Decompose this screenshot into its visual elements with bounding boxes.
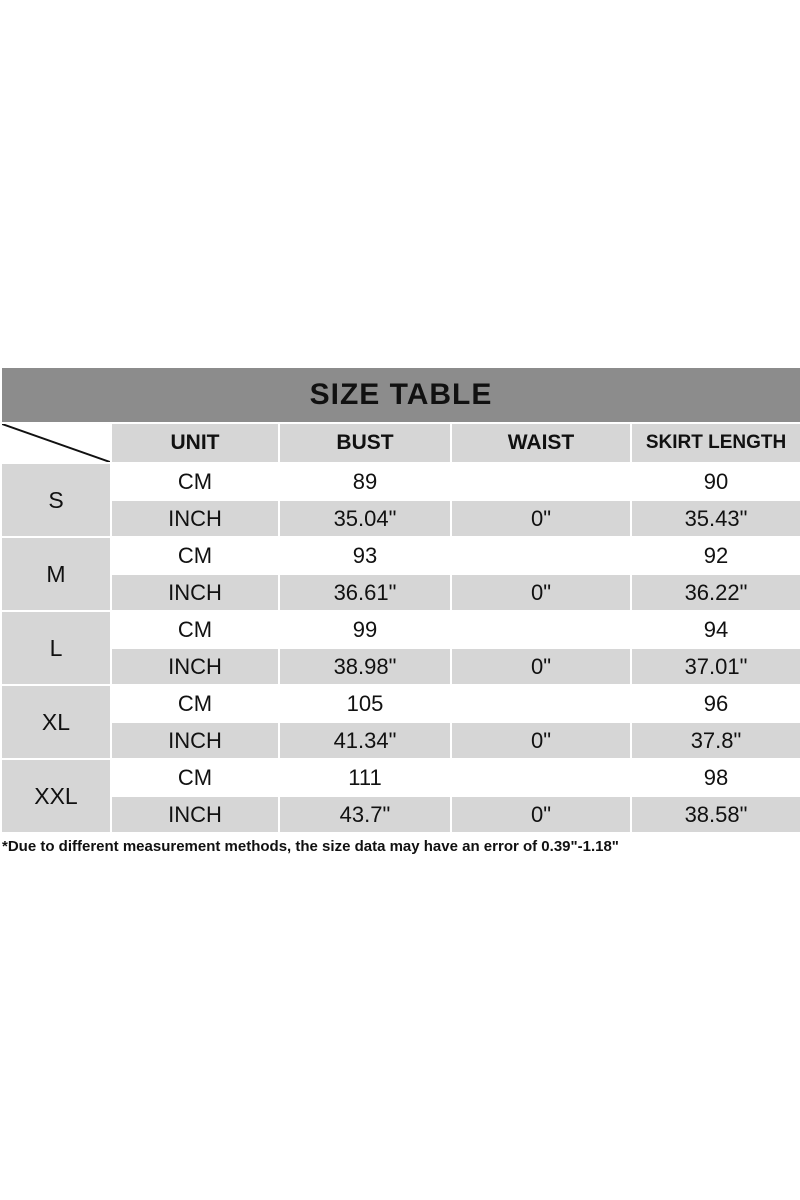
skirt-length-inch: 37.8" — [631, 722, 800, 759]
size-label-xl: XL — [1, 685, 111, 759]
table-row — [1, 796, 800, 833]
waist-cm — [451, 463, 631, 500]
skirt-length-cm: 92 — [631, 537, 800, 574]
skirt-length-inch: 36.22" — [631, 574, 800, 611]
bust-cm: 99 — [279, 611, 451, 648]
waist-inch: 0" — [451, 500, 631, 537]
table-header-row — [1, 423, 800, 463]
page-title: SIZE TABLE — [1, 367, 800, 423]
unit-inch: INCH — [111, 648, 279, 685]
table-row — [1, 759, 800, 796]
waist-inch: 0" — [451, 722, 631, 759]
unit-cm: CM — [111, 759, 279, 796]
column-header-bust: BUST — [279, 423, 451, 463]
bust-inch: 38.98" — [279, 648, 451, 685]
table-row — [1, 648, 800, 685]
diagonal-line-icon — [2, 424, 110, 462]
table-row — [1, 463, 800, 500]
unit-cm: CM — [111, 611, 279, 648]
skirt-length-cm: 90 — [631, 463, 800, 500]
table-row — [1, 611, 800, 648]
unit-inch: INCH — [111, 574, 279, 611]
bust-cm: 105 — [279, 685, 451, 722]
waist-cm — [451, 611, 631, 648]
unit-cm: CM — [111, 685, 279, 722]
bust-cm: 93 — [279, 537, 451, 574]
table-row — [1, 574, 800, 611]
unit-cm: CM — [111, 537, 279, 574]
bust-inch: 41.34" — [279, 722, 451, 759]
table-row — [1, 722, 800, 759]
skirt-length-inch: 35.43" — [631, 500, 800, 537]
size-label-s: S — [1, 463, 111, 537]
skirt-length-cm: 94 — [631, 611, 800, 648]
measurement-note: *Due to different measurement methods, the size data may have an error of 0.39"-1.18" — [1, 833, 800, 859]
bust-inch: 43.7" — [279, 796, 451, 833]
column-header-skirt-length: SKIRT LENGTH — [631, 423, 800, 463]
skirt-length-cm: 96 — [631, 685, 800, 722]
bust-inch: 36.61" — [279, 574, 451, 611]
size-label-l: L — [1, 611, 111, 685]
column-header-waist: WAIST — [451, 423, 631, 463]
table-row — [1, 537, 800, 574]
bust-cm: 89 — [279, 463, 451, 500]
waist-cm — [451, 537, 631, 574]
unit-inch: INCH — [111, 796, 279, 833]
skirt-length-cm: 98 — [631, 759, 800, 796]
size-label-m: M — [1, 537, 111, 611]
column-header-unit: UNIT — [111, 423, 279, 463]
waist-inch: 0" — [451, 648, 631, 685]
table-note-row — [1, 833, 800, 859]
size-table — [0, 366, 800, 860]
waist-cm — [451, 759, 631, 796]
unit-inch: INCH — [111, 722, 279, 759]
table-row — [1, 685, 800, 722]
waist-inch: 0" — [451, 796, 631, 833]
size-chart-container — [0, 366, 800, 860]
bust-inch: 35.04" — [279, 500, 451, 537]
table-title-row — [1, 367, 800, 423]
unit-inch: INCH — [111, 500, 279, 537]
corner-diagonal-cell — [1, 423, 111, 463]
bust-cm: 111 — [279, 759, 451, 796]
skirt-length-inch: 37.01" — [631, 648, 800, 685]
skirt-length-inch: 38.58" — [631, 796, 800, 833]
unit-cm: CM — [111, 463, 279, 500]
size-label-xxl: XXL — [1, 759, 111, 833]
waist-cm — [451, 685, 631, 722]
table-row — [1, 500, 800, 537]
waist-inch: 0" — [451, 574, 631, 611]
